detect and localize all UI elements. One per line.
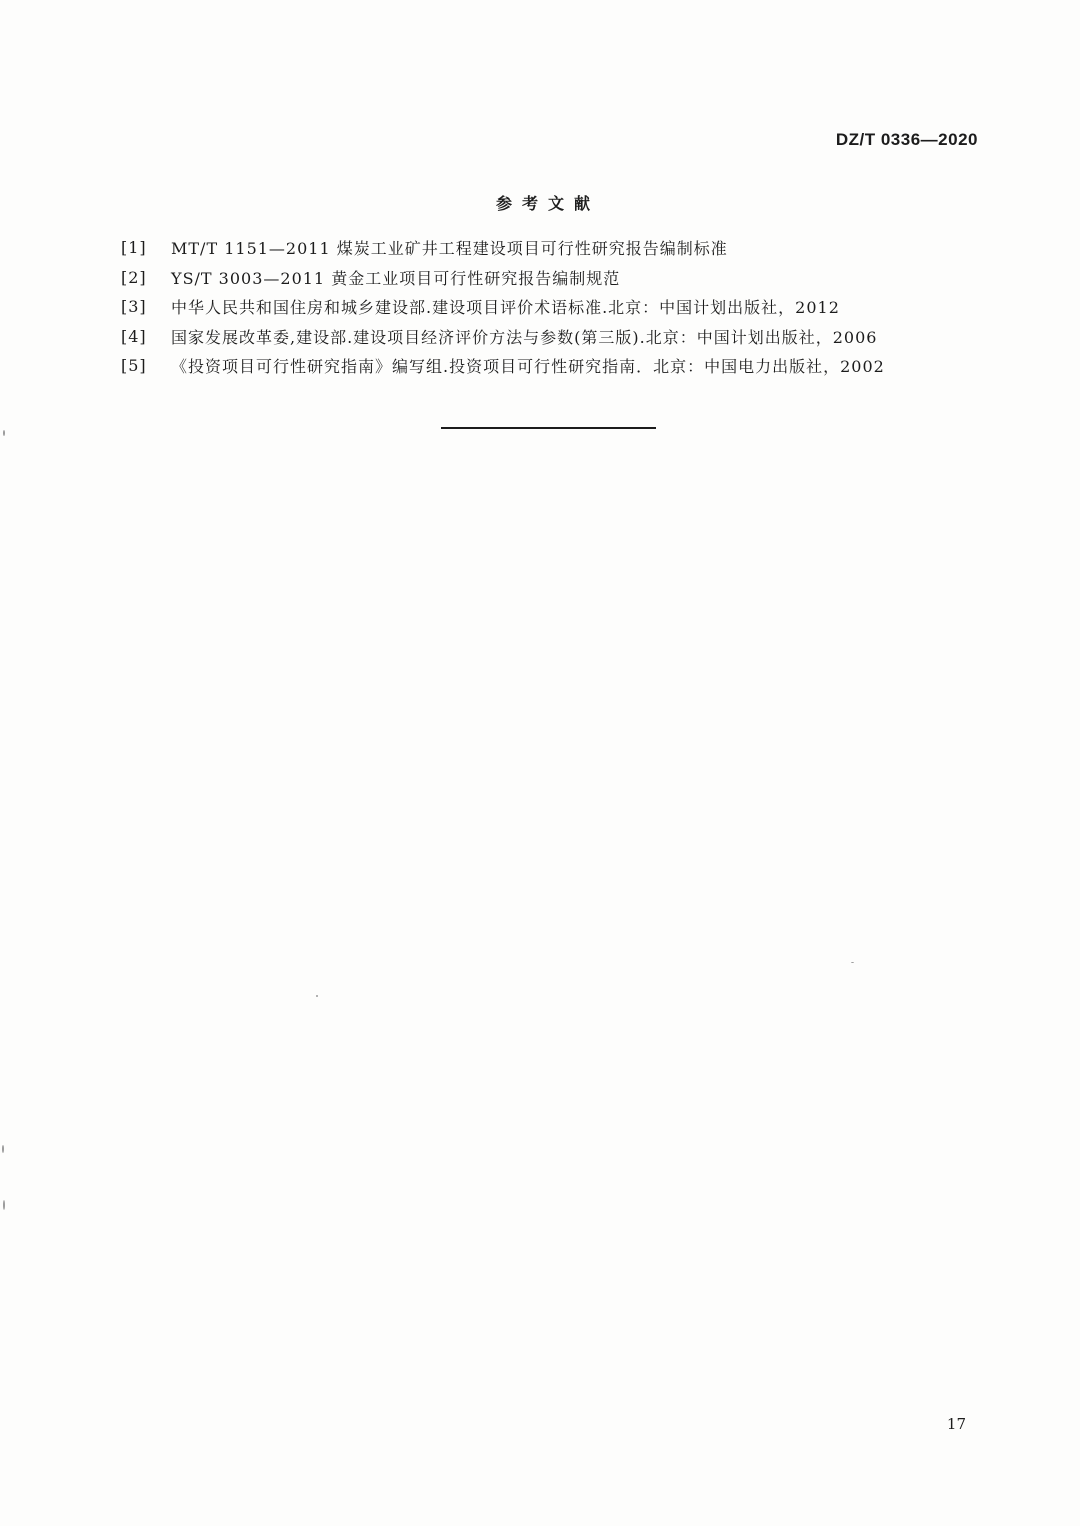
reference-text: MT/T 1151—2011 煤炭工业矿井工程建设项目可行性研究报告编制标准 [171, 239, 728, 259]
section-title: 参考文献 [495, 194, 600, 213]
standard-code: DZ/T 0336—2020 [835, 130, 978, 149]
reference-number: [2] [121, 267, 147, 287]
reference-item [121, 351, 1001, 381]
reference-item [121, 233, 1001, 263]
scan-speck [316, 995, 318, 997]
reference-item [121, 322, 1001, 352]
scan-speck [3, 430, 5, 436]
reference-text: 国家发展改革委,建设部.建设项目经济评价方法与参数(第三版).北京：中国计划出版社，2006 [171, 327, 878, 347]
scan-speck [851, 962, 854, 963]
reference-number: [1] [121, 238, 147, 258]
reference-item [121, 292, 1001, 322]
reference-item [121, 263, 1001, 293]
end-rule-divider [441, 427, 656, 429]
scan-speck [2, 1145, 4, 1153]
reference-number: [4] [121, 326, 147, 346]
reference-text: 《投资项目可行性研究指南》编写组.投资项目可行性研究指南．北京：中国电力出版社，2002 [171, 357, 885, 377]
scan-speck [3, 1200, 5, 1210]
page-number: 17 [946, 1415, 966, 1433]
reference-text: YS/T 3003—2011 黄金工业项目可行性研究报告编制规范 [171, 268, 621, 288]
reference-text: 中华人民共和国住房和城乡建设部.建设项目评价术语标准.北京：中国计划出版社，2012 [171, 298, 840, 318]
reference-number: [5] [121, 356, 147, 376]
reference-number: [3] [121, 297, 147, 317]
reference-list [121, 233, 1001, 381]
